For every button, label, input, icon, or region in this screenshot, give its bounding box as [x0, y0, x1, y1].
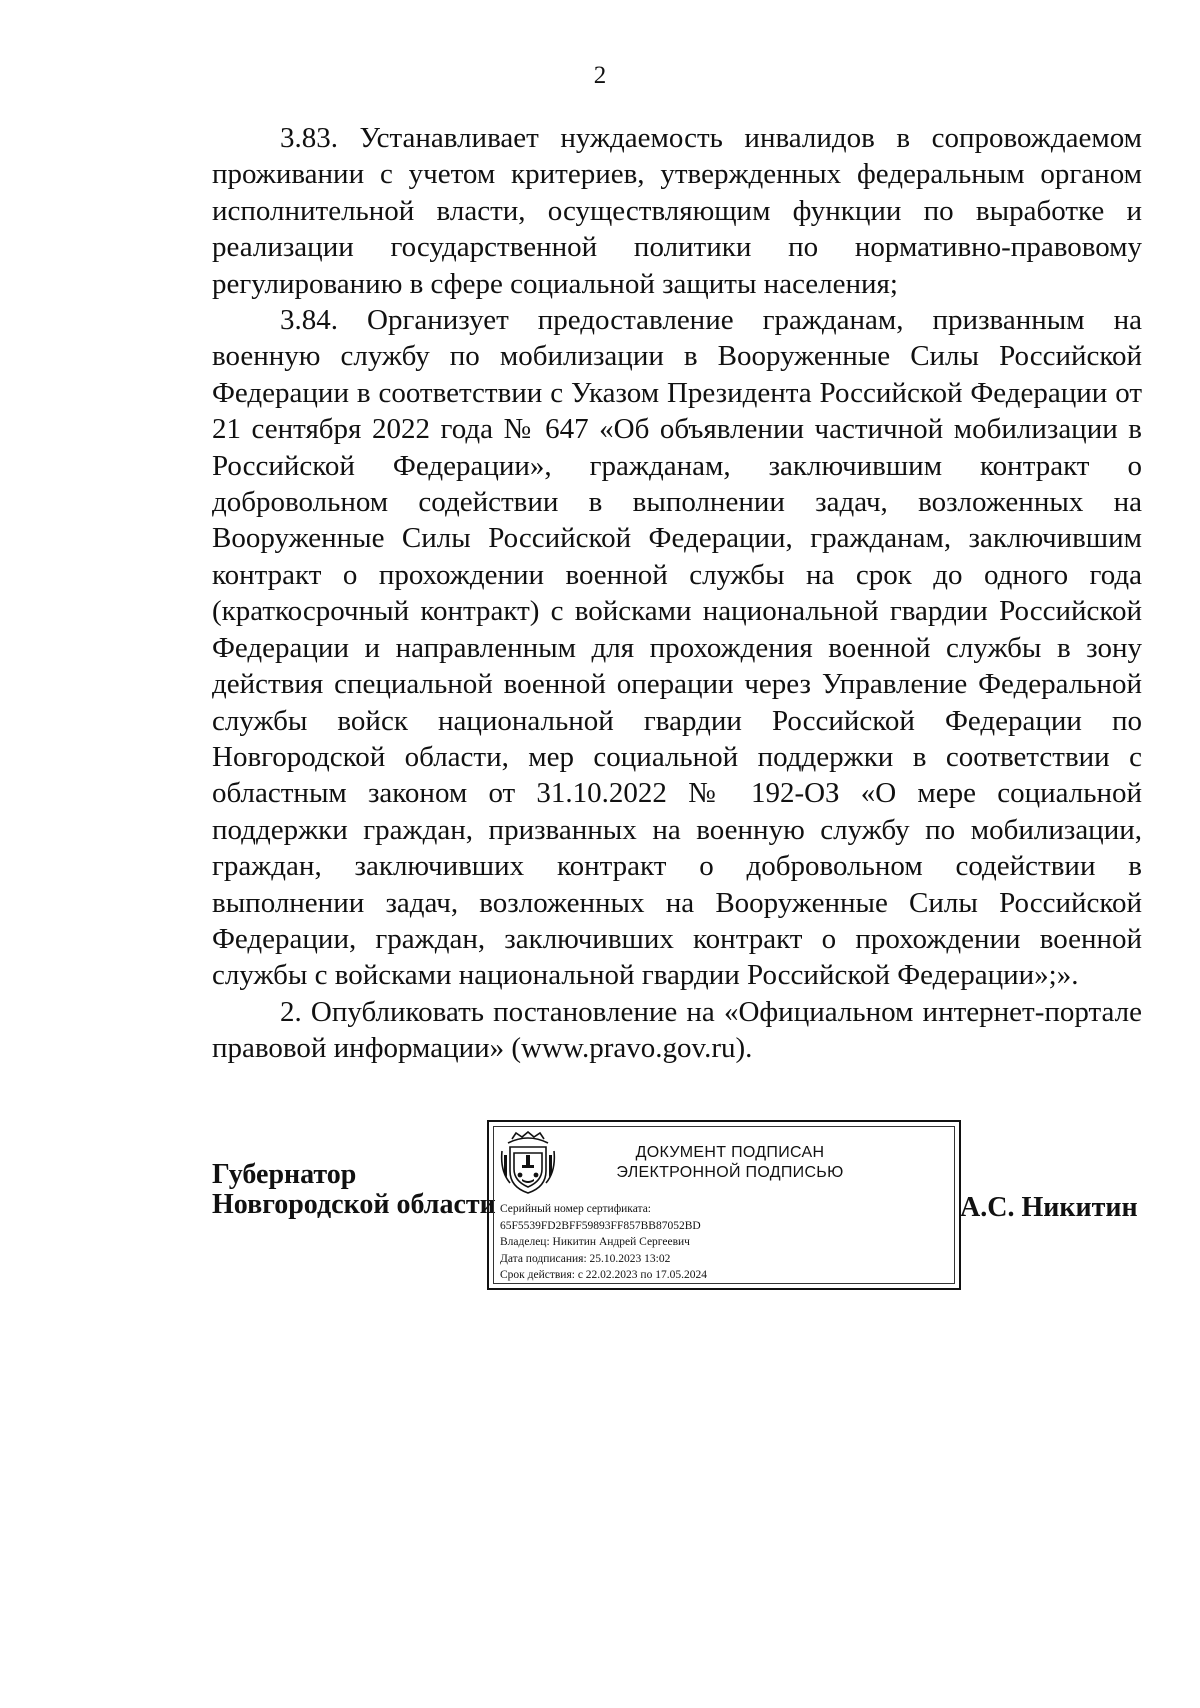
paragraph-2-publish: 2. Опубликовать постановление на «Официальном интернет-портале правовой информации» (www.pravo.gov.ru). [212, 995, 1142, 1065]
stamp-heading-line1: ДОКУМЕНТ ПОДПИСАН [635, 1144, 825, 1161]
signatory-title [212, 1160, 496, 1220]
signature-block [0, 1120, 1200, 1300]
certificate-details [500, 1201, 707, 1284]
stamp-frame [493, 1126, 955, 1284]
signer-name: А.С. Никитин [960, 1192, 1138, 1223]
certificate-serial-label: Серийный номер сертификата: [500, 1203, 651, 1215]
paragraph-3-83: 3.83. Устанавливает нуждаемость инвалидов в сопровождаемом проживании с учетом критериев, утвержденных федеральным органом исполнительной власти, осуществляющим функции по выработке и реализации государственной политики по нормативно-правовому регулированию в сфере социальной защиты населения; [212, 122, 1142, 300]
stamp-heading [580, 1143, 880, 1183]
signatory-title-line2: Новгородской области [212, 1189, 496, 1220]
electronic-signature-stamp [487, 1120, 961, 1290]
signatory-title-line1: Губернатор [212, 1159, 357, 1190]
page-number: 2 [593, 62, 607, 89]
signing-date: Дата подписания: 25.10.2023 13:02 [500, 1252, 671, 1265]
certificate-serial: 65F5539FD2BFF59893FF857BB87052BD [500, 1219, 701, 1232]
coat-of-arms-icon [500, 1131, 556, 1197]
certificate-owner: Владелец: Никитин Андрей Сергеевич [500, 1236, 690, 1248]
certificate-validity: Срок действия: с 22.02.2023 по 17.05.2024 [500, 1269, 707, 1281]
stamp-heading-line2: ЭЛЕКТРОННОЙ ПОДПИСЬЮ [616, 1164, 844, 1181]
document-body [212, 120, 1142, 1067]
paragraph-3-84: 3.84. Организует предоставление гражданам, призванным на военную службу по мобилизации в Вооруженные Силы Российской Федерации в соответствии с Указом Президента Российской Федерации от 21 сентября 2022 года № 647 «Об объявлении частичной мобилизации в Российской Федерации», гражданам, заключившим контракт о добровольном содействии в выполнении задач, возложенных на Вооруженные Силы Российской Федерации, гражданам, заключившим контракт о прохождении военной службы на срок до одного года (краткосрочный контракт) с войсками национальной гвардии Российской Федерации и направленным для прохождения военной службы в зону действия специальной военной операции через Управление Федеральной службы войск национальной гвардии Российской Федерации по Новгородской области, мер социальной поддержки в соответствии с областным законом от 31.10.2022 № 192-ОЗ «О мере социальной поддержки граждан, призванных на военную службу по мобилизации, граждан, заключивших контракт о добровольном содействии в выполнении задач, возложенных на Вооруженные Силы Российской Федерации, граждан, заключивших контракт о прохождении военной службы с войсками национальной гвардии Российской Федерации»;». [212, 304, 1142, 992]
